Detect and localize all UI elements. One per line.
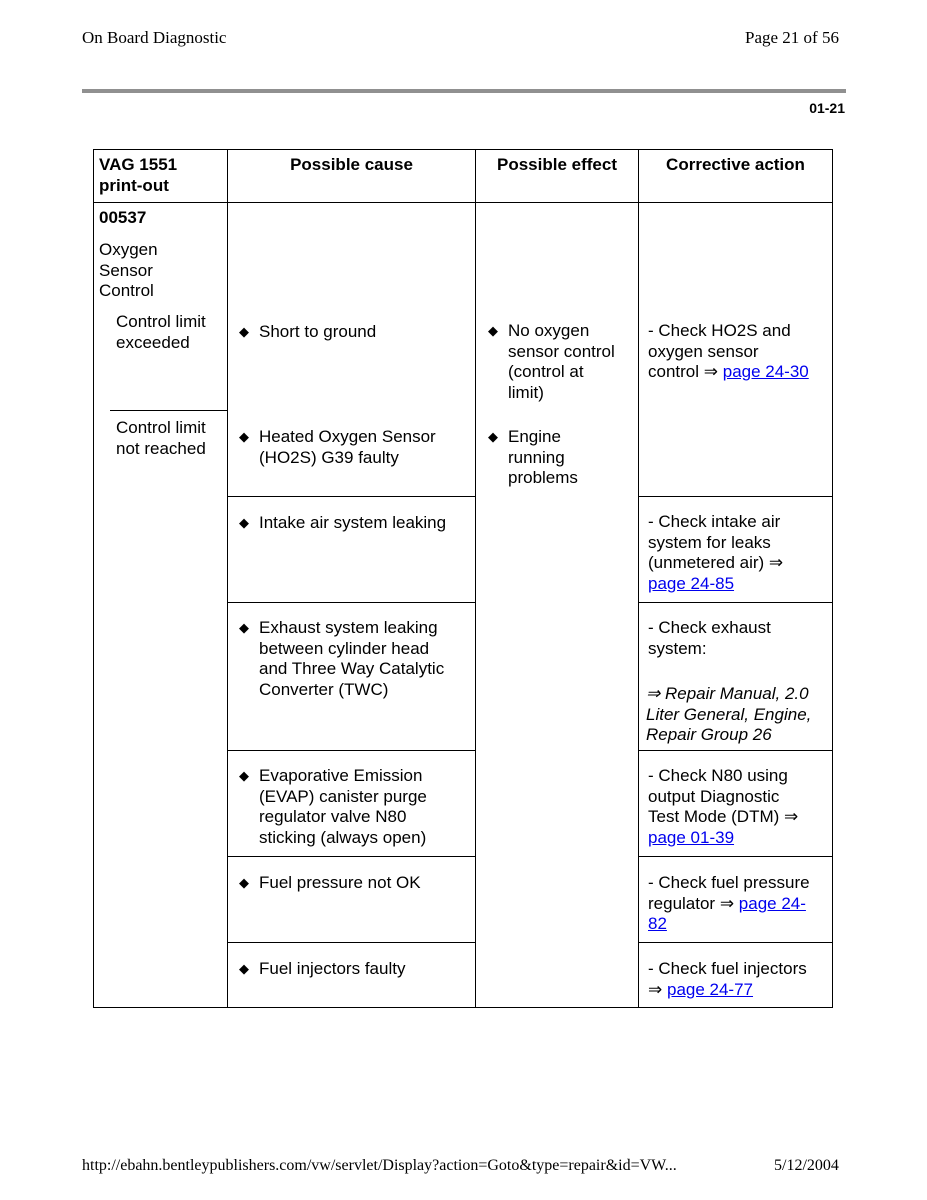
bullet-icon: ◆ — [239, 515, 249, 530]
action-line: output Diagnostic — [648, 786, 780, 806]
column-divider — [638, 149, 639, 1008]
bullet-icon: ◆ — [239, 768, 249, 783]
bullet-icon: ◆ — [239, 620, 249, 635]
effect-line: problems — [508, 468, 578, 487]
action-line: (unmetered air) ⇒ — [648, 553, 784, 572]
effect-line: Engine — [508, 427, 561, 446]
subcondition-line: exceeded — [116, 332, 190, 352]
row-divider — [638, 750, 833, 751]
source-url: http://ebahn.bentleypublishers.com/vw/servlet/Display?action=Goto&type=repair&id=VW... — [82, 1157, 677, 1174]
cause-line: Fuel pressure not OK — [259, 873, 421, 892]
page-link-24-77[interactable]: page 24-77 — [666, 979, 754, 999]
doc-number: 01-21 — [809, 100, 845, 116]
fault-name-line: Oxygen — [99, 240, 158, 259]
action-line: - Check fuel pressure — [648, 873, 810, 892]
header-title: On Board Diagnostic — [82, 28, 227, 47]
action-line — [648, 362, 809, 383]
column-header-printout: VAG 1551 print-out — [99, 155, 178, 195]
cause-line: and Three Way Catalytic — [259, 659, 445, 678]
action-line: - Check intake air — [648, 512, 781, 531]
fault-name-line: Control — [99, 281, 154, 300]
action-line — [648, 980, 753, 1001]
page-link-24-82[interactable]: page 24- — [738, 893, 806, 913]
column-header-cause: Possible cause — [290, 155, 413, 174]
action-line: Test Mode (DTM) ⇒ — [648, 807, 799, 826]
action-line — [648, 894, 806, 915]
cause-line: sticking (always open) — [259, 827, 427, 847]
row-divider — [638, 942, 833, 943]
repair-manual-reference: Repair Group 26 — [646, 725, 772, 744]
action-text: regulator ⇒ — [648, 893, 735, 913]
arrow-icon: ⇒ — [648, 979, 663, 999]
table-border-left — [93, 149, 94, 1008]
subcondition-line: Control limit — [116, 418, 206, 437]
bullet-icon: ◆ — [239, 324, 249, 339]
action-line: - Check exhaust — [648, 618, 771, 637]
row-divider — [638, 602, 833, 603]
row-divider — [227, 602, 476, 603]
table-border-right — [832, 149, 833, 1008]
column-divider — [227, 149, 228, 1008]
table-border-top — [93, 149, 833, 150]
bullet-icon: ◆ — [239, 961, 249, 976]
action-line: - Check N80 using — [648, 766, 788, 785]
fault-name-line: Sensor — [99, 260, 153, 280]
effect-line: sensor control — [508, 341, 615, 361]
action-line: system for leaks — [648, 532, 771, 552]
column-header-action: Corrective action — [666, 155, 805, 174]
cause-line: Heated Oxygen Sensor — [259, 427, 436, 446]
cause-line: (HO2S) G39 faulty — [259, 447, 399, 467]
effect-line: running — [508, 447, 565, 467]
cause-line: (EVAP) canister purge — [259, 786, 427, 806]
repair-manual-reference: ⇒ Repair Manual, 2.0 — [646, 684, 809, 703]
diagnostic-table — [93, 149, 833, 1008]
cause-line: between cylinder head — [259, 638, 430, 658]
cause-line: Evaporative Emission — [259, 766, 423, 785]
bullet-icon: ◆ — [488, 323, 498, 338]
action-text: control ⇒ — [648, 362, 718, 381]
repair-manual-reference: Liter General, Engine, — [646, 704, 812, 724]
print-date: 5/12/2004 — [774, 1157, 839, 1174]
page-link-24-82-continued[interactable]: 82 — [648, 914, 667, 933]
header-rule — [82, 89, 846, 93]
page-link-24-85[interactable]: page 24-85 — [648, 573, 735, 593]
cause-line: Fuel injectors faulty — [259, 959, 406, 978]
row-divider — [638, 496, 833, 497]
subcondition-line: Control limit — [116, 312, 206, 331]
table-border-bottom — [93, 1007, 833, 1008]
row-divider — [227, 750, 476, 751]
header-row-divider — [93, 202, 833, 203]
effect-line: No oxygen — [508, 321, 590, 340]
page-link-24-30[interactable]: page 24-30 — [722, 362, 809, 381]
cause-line: Short to ground — [259, 322, 377, 341]
subcondition-divider — [110, 410, 228, 411]
row-divider — [227, 942, 476, 943]
column-divider — [475, 149, 476, 1008]
action-line: - Check fuel injectors — [648, 959, 807, 978]
effect-line: (control at — [508, 362, 584, 381]
action-line: - Check HO2S and — [648, 321, 791, 340]
row-divider — [227, 856, 476, 857]
bullet-icon: ◆ — [239, 875, 249, 890]
page-counter: Page 21 of 56 — [745, 28, 839, 47]
effect-line: limit) — [508, 382, 544, 402]
action-line: oxygen sensor — [648, 341, 759, 361]
fault-code: 00537 — [99, 208, 147, 227]
row-divider — [638, 856, 833, 857]
cause-line: Converter (TWC) — [259, 679, 389, 699]
bullet-icon: ◆ — [239, 429, 249, 444]
cause-line: Exhaust system leaking — [259, 618, 438, 637]
column-header-effect: Possible effect — [497, 155, 617, 174]
page-link-01-39[interactable]: page 01-39 — [648, 827, 735, 847]
bullet-icon: ◆ — [488, 429, 498, 444]
subcondition-line: not reached — [116, 438, 206, 458]
cause-line: regulator valve N80 — [259, 807, 407, 826]
row-divider — [227, 496, 476, 497]
action-line: system: — [648, 638, 707, 658]
cause-line: Intake air system leaking — [259, 513, 447, 532]
